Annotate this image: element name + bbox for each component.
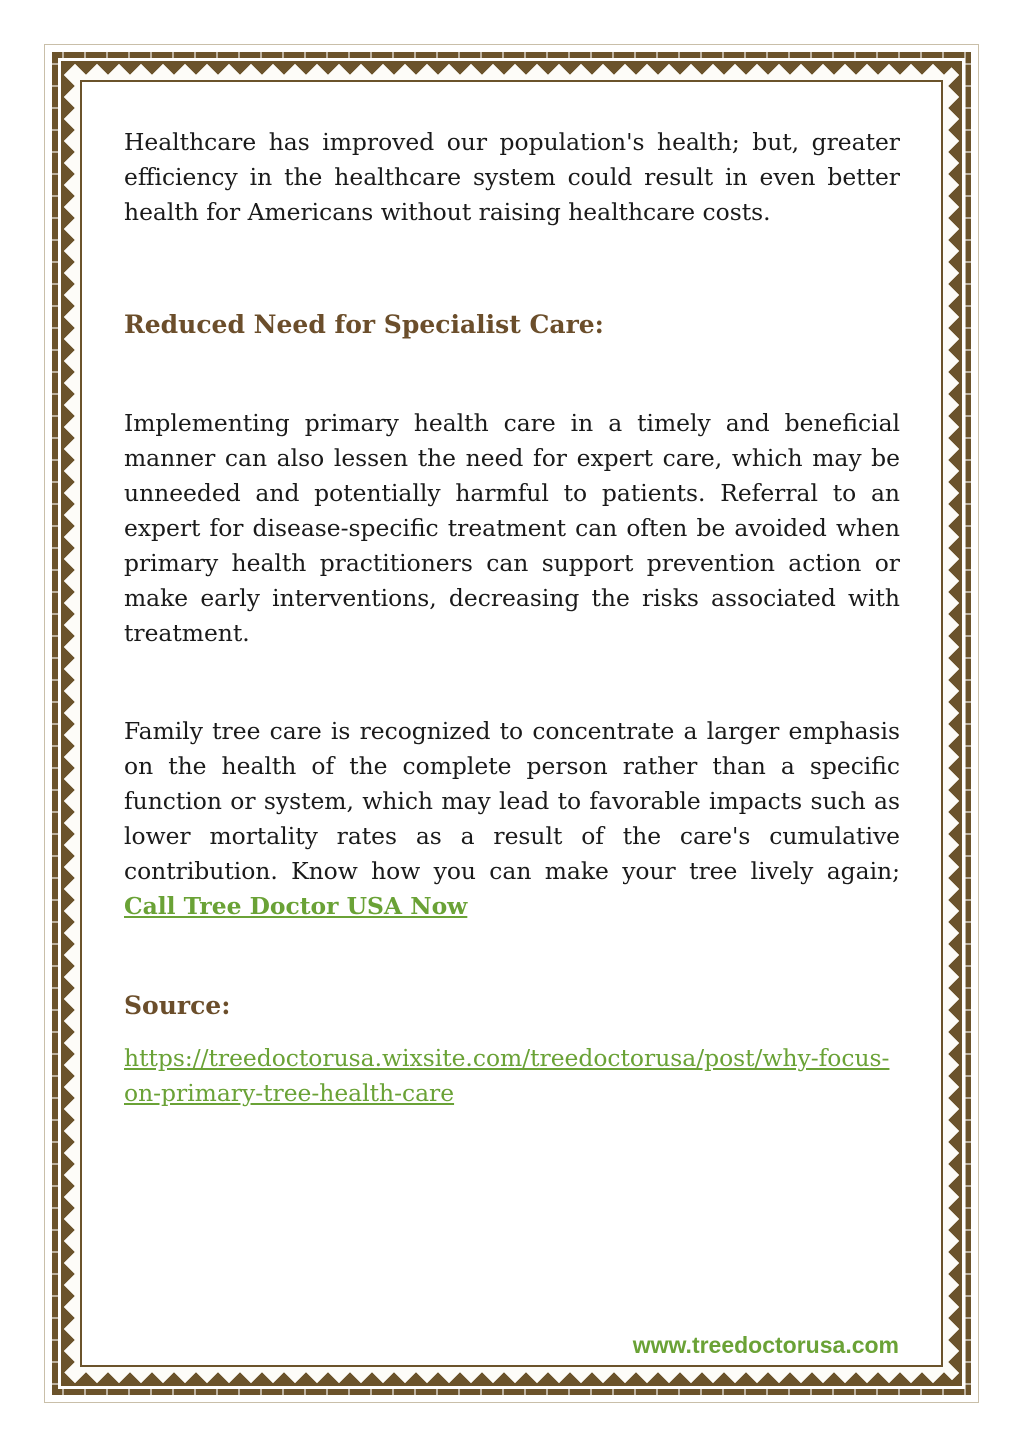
website-footer[interactable]: www.treedoctorusa.com bbox=[632, 1332, 899, 1358]
specialist-care-paragraph: Implementing primary health care in a timely and beneficial manner can also lessen the need for expert care, which may be unneeded and potentially harmful to patients. Referral to an expert for disease-specific treatment can often be avoided when primary health practitioners can support prevention action or make early interventions, decreasing the risks associated with treatment. bbox=[124, 409, 900, 647]
page-content bbox=[124, 125, 900, 1111]
family-tree-paragraph bbox=[124, 714, 900, 924]
source-url-link[interactable]: https://treedoctorusa.wixsite.com/treedoctorusa/post/why-focus-on-primary-tree-health-care bbox=[124, 1044, 890, 1107]
source-heading: Source: bbox=[124, 991, 231, 1020]
section-heading: Reduced Need for Specialist Care: bbox=[124, 310, 604, 339]
call-tree-doctor-link[interactable]: Call Tree Doctor USA Now bbox=[124, 892, 468, 920]
family-tree-text: Family tree care is recognized to concentrate a larger emphasis on the health of the complete person rather than a specific function or system, which may lead to favorable impacts such as lower mortality rates as a result of the care's cumulative contribution. Know how you can make your tree lively again; bbox=[124, 717, 900, 885]
intro-paragraph: Healthcare has improved our population's health; but, greater efficiency in the healthcare system could result in even better health for Americans without raising healthcare costs. bbox=[124, 128, 900, 226]
